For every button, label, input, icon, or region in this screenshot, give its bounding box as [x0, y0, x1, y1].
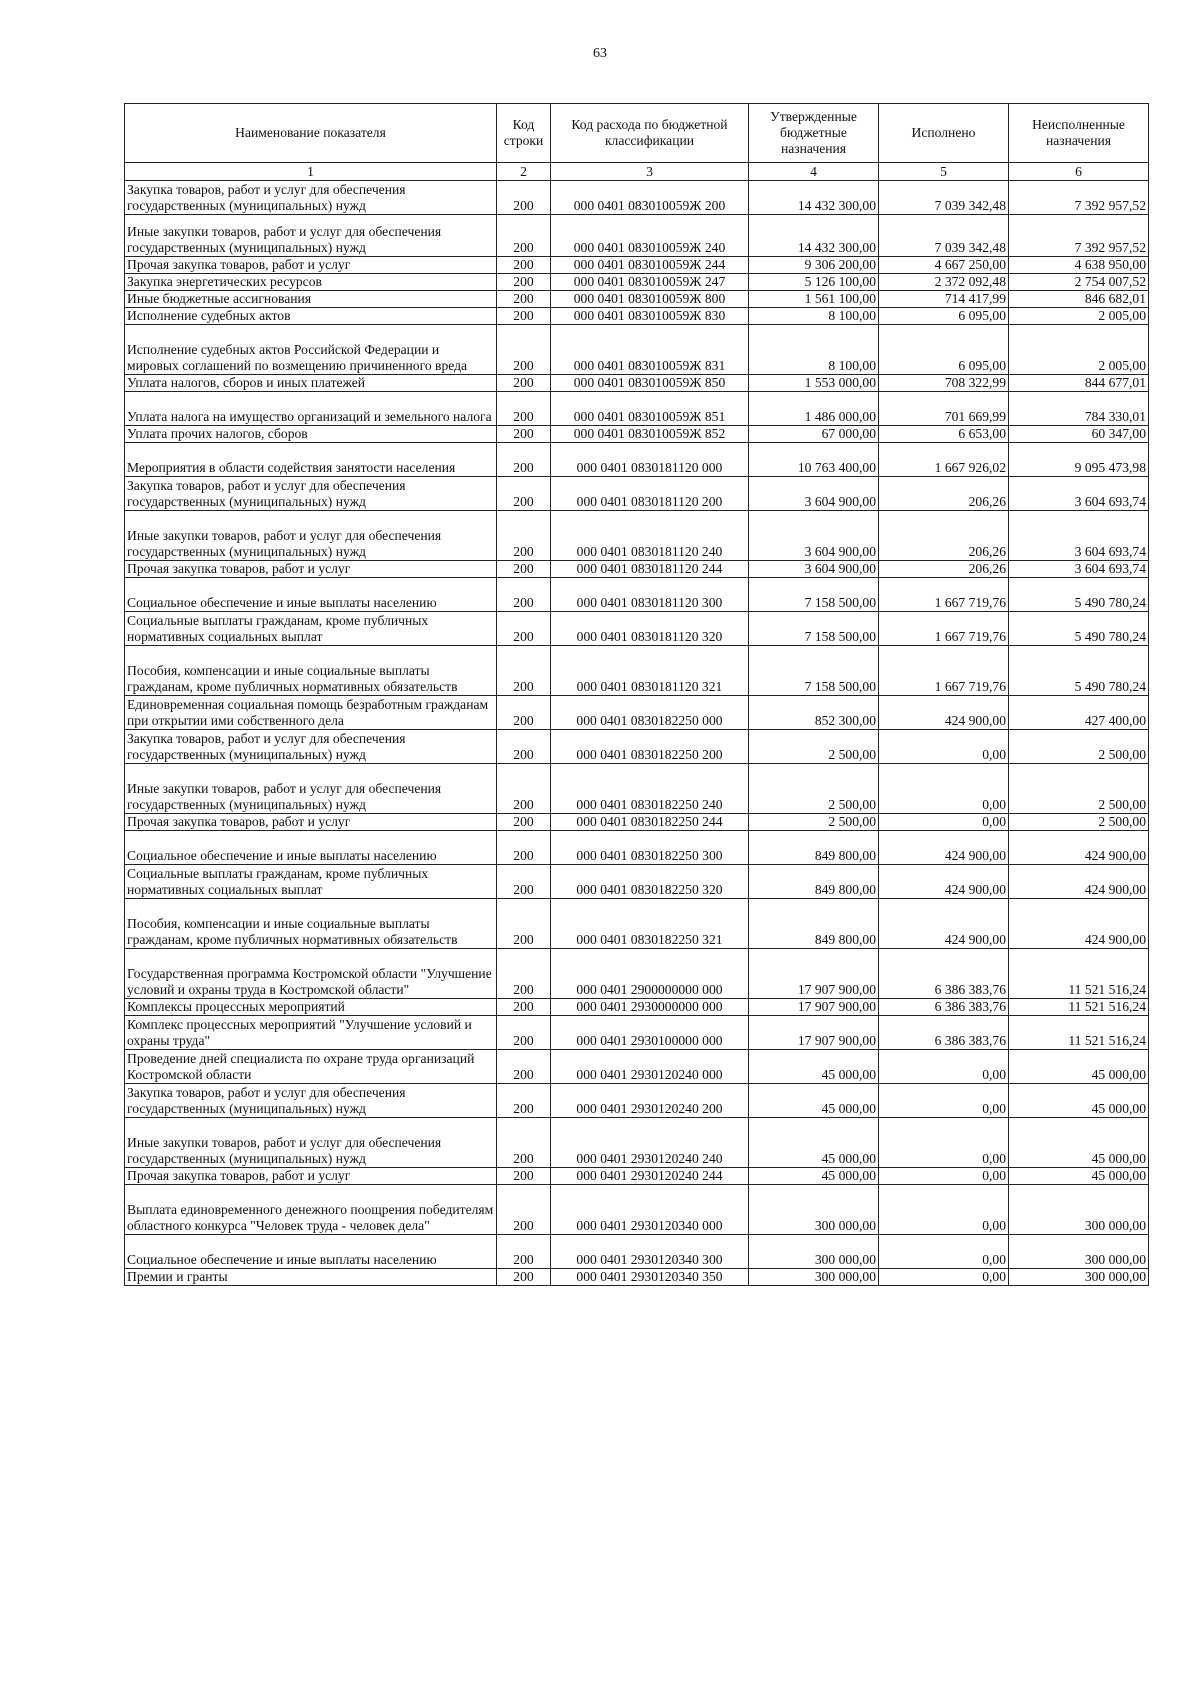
row-unexecuted-cell: 784 330,01 [1009, 392, 1149, 426]
row-line-code-cell: 200 [497, 764, 551, 814]
row-line-code-cell: 200 [497, 949, 551, 999]
row-approved-cell: 849 800,00 [749, 831, 879, 865]
row-unexecuted-cell: 5 490 780,24 [1009, 612, 1149, 646]
row-approved-cell: 7 158 500,00 [749, 612, 879, 646]
row-line-code-cell: 200 [497, 291, 551, 308]
row-executed-cell: 424 900,00 [879, 899, 1009, 949]
row-name-cell: Единовременная социальная помощь безработным гражданам при открытии ими собственного дела [125, 696, 497, 730]
column-number: 5 [879, 163, 1009, 181]
budget-execution-table [124, 103, 1149, 1286]
row-unexecuted-cell: 60 347,00 [1009, 426, 1149, 443]
table-row [125, 1016, 1149, 1050]
row-line-code-cell: 200 [497, 865, 551, 899]
row-name-cell: Закупка товаров, работ и услуг для обеспечения государственных (муниципальных) нужд [125, 181, 497, 215]
table-row [125, 1185, 1149, 1235]
row-expense-code-cell: 000 0401 2930120240 244 [551, 1168, 749, 1185]
row-unexecuted-cell: 846 682,01 [1009, 291, 1149, 308]
row-executed-cell: 424 900,00 [879, 865, 1009, 899]
row-line-code-cell: 200 [497, 814, 551, 831]
row-executed-cell: 6 386 383,76 [879, 999, 1009, 1016]
row-executed-cell: 0,00 [879, 1084, 1009, 1118]
header-line-code: Код строки [497, 104, 551, 163]
row-line-code-cell: 200 [497, 375, 551, 392]
row-line-code-cell: 200 [497, 646, 551, 696]
row-approved-cell: 8 100,00 [749, 325, 879, 375]
table-row [125, 477, 1149, 511]
row-name-cell: Социальное обеспечение и иные выплаты населению [125, 578, 497, 612]
row-executed-cell: 0,00 [879, 1118, 1009, 1168]
row-line-code-cell: 200 [497, 612, 551, 646]
table-row [125, 999, 1149, 1016]
row-name-cell: Уплата прочих налогов, сборов [125, 426, 497, 443]
row-name-cell: Закупка товаров, работ и услуг для обеспечения государственных (муниципальных) нужд [125, 477, 497, 511]
page-number: 63 [593, 46, 607, 61]
row-expense-code-cell: 000 0401 083010059Ж 240 [551, 215, 749, 257]
table-row [125, 325, 1149, 375]
row-line-code-cell: 200 [497, 831, 551, 865]
row-name-cell: Комплекс процессных мероприятий "Улучшение условий и охраны труда" [125, 1016, 497, 1050]
column-number-row [125, 163, 1149, 181]
table-row [125, 1050, 1149, 1084]
row-unexecuted-cell: 11 521 516,24 [1009, 1016, 1149, 1050]
row-unexecuted-cell: 844 677,01 [1009, 375, 1149, 392]
table-row [125, 1269, 1149, 1286]
row-line-code-cell: 200 [497, 1168, 551, 1185]
row-executed-cell: 206,26 [879, 477, 1009, 511]
column-number: 3 [551, 163, 749, 181]
row-expense-code-cell: 000 0401 0830182250 240 [551, 764, 749, 814]
row-unexecuted-cell: 45 000,00 [1009, 1118, 1149, 1168]
row-line-code-cell: 200 [497, 1084, 551, 1118]
row-approved-cell: 3 604 900,00 [749, 477, 879, 511]
row-unexecuted-cell: 424 900,00 [1009, 865, 1149, 899]
row-name-cell: Социальное обеспечение и иные выплаты населению [125, 831, 497, 865]
row-approved-cell: 17 907 900,00 [749, 1016, 879, 1050]
row-expense-code-cell: 000 0401 2930120340 300 [551, 1235, 749, 1269]
table-row [125, 308, 1149, 325]
row-line-code-cell: 200 [497, 730, 551, 764]
row-executed-cell: 708 322,99 [879, 375, 1009, 392]
row-approved-cell: 852 300,00 [749, 696, 879, 730]
row-approved-cell: 1 553 000,00 [749, 375, 879, 392]
table-row [125, 578, 1149, 612]
row-name-cell: Прочая закупка товаров, работ и услуг [125, 561, 497, 578]
row-name-cell: Пособия, компенсации и иные социальные выплаты гражданам, кроме публичных нормативных обязательств [125, 899, 497, 949]
row-executed-cell: 4 667 250,00 [879, 257, 1009, 274]
column-number: 2 [497, 163, 551, 181]
row-executed-cell: 206,26 [879, 561, 1009, 578]
table-row [125, 181, 1149, 215]
table-row [125, 831, 1149, 865]
row-line-code-cell: 200 [497, 443, 551, 477]
table-row [125, 291, 1149, 308]
header-executed: Исполнено [879, 104, 1009, 163]
row-expense-code-cell: 000 0401 2930000000 000 [551, 999, 749, 1016]
row-executed-cell: 0,00 [879, 1185, 1009, 1235]
row-approved-cell: 2 500,00 [749, 814, 879, 831]
row-unexecuted-cell: 2 500,00 [1009, 764, 1149, 814]
row-line-code-cell: 200 [497, 1235, 551, 1269]
row-name-cell: Прочая закупка товаров, работ и услуг [125, 257, 497, 274]
row-unexecuted-cell: 3 604 693,74 [1009, 511, 1149, 561]
row-line-code-cell: 200 [497, 511, 551, 561]
row-name-cell: Прочая закупка товаров, работ и услуг [125, 814, 497, 831]
row-unexecuted-cell: 2 500,00 [1009, 730, 1149, 764]
row-approved-cell: 300 000,00 [749, 1235, 879, 1269]
row-line-code-cell: 200 [497, 1050, 551, 1084]
row-name-cell: Выплата единовременного денежного поощрения победителям областного конкурса "Человек труда - человек дела" [125, 1185, 497, 1235]
row-approved-cell: 5 126 100,00 [749, 274, 879, 291]
row-expense-code-cell: 000 0401 083010059Ж 200 [551, 181, 749, 215]
table-row [125, 1084, 1149, 1118]
row-unexecuted-cell: 427 400,00 [1009, 696, 1149, 730]
row-approved-cell: 45 000,00 [749, 1084, 879, 1118]
header-indicator-name: Наименование показателя [125, 104, 497, 163]
row-executed-cell: 0,00 [879, 764, 1009, 814]
row-expense-code-cell: 000 0401 0830181120 321 [551, 646, 749, 696]
row-expense-code-cell: 000 0401 083010059Ж 851 [551, 392, 749, 426]
table-row [125, 1168, 1149, 1185]
row-line-code-cell: 200 [497, 325, 551, 375]
row-expense-code-cell: 000 0401 083010059Ж 830 [551, 308, 749, 325]
row-executed-cell: 7 039 342,48 [879, 215, 1009, 257]
row-unexecuted-cell: 2 005,00 [1009, 325, 1149, 375]
row-approved-cell: 3 604 900,00 [749, 561, 879, 578]
row-executed-cell: 0,00 [879, 1235, 1009, 1269]
row-approved-cell: 45 000,00 [749, 1050, 879, 1084]
row-executed-cell: 0,00 [879, 1269, 1009, 1286]
row-name-cell: Мероприятия в области содействия занятости населения [125, 443, 497, 477]
row-executed-cell: 6 095,00 [879, 308, 1009, 325]
row-executed-cell: 0,00 [879, 814, 1009, 831]
row-line-code-cell: 200 [497, 477, 551, 511]
row-executed-cell: 424 900,00 [879, 831, 1009, 865]
row-line-code-cell: 200 [497, 578, 551, 612]
row-executed-cell: 0,00 [879, 1168, 1009, 1185]
table-row [125, 949, 1149, 999]
row-approved-cell: 17 907 900,00 [749, 949, 879, 999]
row-name-cell: Социальные выплаты гражданам, кроме публичных нормативных социальных выплат [125, 865, 497, 899]
table-row [125, 1118, 1149, 1168]
row-line-code-cell: 200 [497, 1118, 551, 1168]
table-row [125, 612, 1149, 646]
row-line-code-cell: 200 [497, 1269, 551, 1286]
row-approved-cell: 300 000,00 [749, 1269, 879, 1286]
row-approved-cell: 14 432 300,00 [749, 181, 879, 215]
row-approved-cell: 1 486 000,00 [749, 392, 879, 426]
row-expense-code-cell: 000 0401 083010059Ж 247 [551, 274, 749, 291]
row-name-cell: Иные закупки товаров, работ и услуг для обеспечения государственных (муниципальных) нужд [125, 764, 497, 814]
table-row [125, 899, 1149, 949]
row-executed-cell: 6 095,00 [879, 325, 1009, 375]
row-unexecuted-cell: 300 000,00 [1009, 1235, 1149, 1269]
row-name-cell: Иные закупки товаров, работ и услуг для обеспечения государственных (муниципальных) нужд [125, 1118, 497, 1168]
row-line-code-cell: 200 [497, 308, 551, 325]
row-name-cell: Закупка товаров, работ и услуг для обеспечения государственных (муниципальных) нужд [125, 730, 497, 764]
header-expense-code: Код расхода по бюджетной классификации [551, 104, 749, 163]
table-row [125, 274, 1149, 291]
row-expense-code-cell: 000 0401 0830182250 300 [551, 831, 749, 865]
row-line-code-cell: 200 [497, 999, 551, 1016]
row-approved-cell: 67 000,00 [749, 426, 879, 443]
table-row [125, 392, 1149, 426]
row-approved-cell: 9 306 200,00 [749, 257, 879, 274]
column-number: 1 [125, 163, 497, 181]
row-name-cell: Уплата налогов, сборов и иных платежей [125, 375, 497, 392]
row-approved-cell: 3 604 900,00 [749, 511, 879, 561]
row-expense-code-cell: 000 0401 0830181120 240 [551, 511, 749, 561]
row-approved-cell: 10 763 400,00 [749, 443, 879, 477]
table-row [125, 1235, 1149, 1269]
row-line-code-cell: 200 [497, 392, 551, 426]
table-row [125, 865, 1149, 899]
row-expense-code-cell: 000 0401 083010059Ж 800 [551, 291, 749, 308]
row-expense-code-cell: 000 0401 2930120240 200 [551, 1084, 749, 1118]
row-unexecuted-cell: 45 000,00 [1009, 1168, 1149, 1185]
row-expense-code-cell: 000 0401 083010059Ж 244 [551, 257, 749, 274]
row-expense-code-cell: 000 0401 0830181120 000 [551, 443, 749, 477]
table-row [125, 426, 1149, 443]
row-name-cell: Комплексы процессных мероприятий [125, 999, 497, 1016]
row-unexecuted-cell: 424 900,00 [1009, 899, 1149, 949]
row-expense-code-cell: 000 0401 0830181120 244 [551, 561, 749, 578]
table-row [125, 375, 1149, 392]
row-expense-code-cell: 000 0401 2930120340 350 [551, 1269, 749, 1286]
row-executed-cell: 2 372 092,48 [879, 274, 1009, 291]
row-expense-code-cell: 000 0401 2900000000 000 [551, 949, 749, 999]
row-approved-cell: 7 158 500,00 [749, 578, 879, 612]
row-expense-code-cell: 000 0401 083010059Ж 852 [551, 426, 749, 443]
row-expense-code-cell: 000 0401 083010059Ж 850 [551, 375, 749, 392]
row-unexecuted-cell: 11 521 516,24 [1009, 949, 1149, 999]
table-row [125, 215, 1149, 257]
row-name-cell: Социальное обеспечение и иные выплаты населению [125, 1235, 497, 1269]
row-line-code-cell: 200 [497, 426, 551, 443]
row-unexecuted-cell: 5 490 780,24 [1009, 578, 1149, 612]
row-name-cell: Премии и гранты [125, 1269, 497, 1286]
row-executed-cell: 1 667 719,76 [879, 612, 1009, 646]
row-approved-cell: 849 800,00 [749, 899, 879, 949]
table-row [125, 511, 1149, 561]
row-line-code-cell: 200 [497, 561, 551, 578]
row-name-cell: Иные закупки товаров, работ и услуг для обеспечения государственных (муниципальных) нужд [125, 511, 497, 561]
row-expense-code-cell: 000 0401 2930120240 000 [551, 1050, 749, 1084]
row-executed-cell: 0,00 [879, 1050, 1009, 1084]
row-name-cell: Иные закупки товаров, работ и услуг для обеспечения государственных (муниципальных) нужд [125, 215, 497, 257]
row-line-code-cell: 200 [497, 1185, 551, 1235]
row-approved-cell: 849 800,00 [749, 865, 879, 899]
row-approved-cell: 7 158 500,00 [749, 646, 879, 696]
table-row [125, 764, 1149, 814]
row-approved-cell: 2 500,00 [749, 730, 879, 764]
row-unexecuted-cell: 11 521 516,24 [1009, 999, 1149, 1016]
row-executed-cell: 1 667 926,02 [879, 443, 1009, 477]
row-executed-cell: 6 653,00 [879, 426, 1009, 443]
row-unexecuted-cell: 3 604 693,74 [1009, 477, 1149, 511]
row-approved-cell: 14 432 300,00 [749, 215, 879, 257]
row-expense-code-cell: 000 0401 0830182250 200 [551, 730, 749, 764]
row-expense-code-cell: 000 0401 0830182250 244 [551, 814, 749, 831]
row-unexecuted-cell: 7 392 957,52 [1009, 181, 1149, 215]
row-name-cell: Иные бюджетные ассигнования [125, 291, 497, 308]
row-unexecuted-cell: 45 000,00 [1009, 1050, 1149, 1084]
row-approved-cell: 8 100,00 [749, 308, 879, 325]
row-approved-cell: 45 000,00 [749, 1168, 879, 1185]
row-name-cell: Проведение дней специалиста по охране труда организаций Костромской области [125, 1050, 497, 1084]
row-name-cell: Государственная программа Костромской области "Улучшение условий и охраны труда в Костромской области" [125, 949, 497, 999]
row-name-cell: Исполнение судебных актов [125, 308, 497, 325]
row-line-code-cell: 200 [497, 257, 551, 274]
row-expense-code-cell: 000 0401 0830181120 320 [551, 612, 749, 646]
row-executed-cell: 206,26 [879, 511, 1009, 561]
row-expense-code-cell: 000 0401 083010059Ж 831 [551, 325, 749, 375]
row-unexecuted-cell: 2 005,00 [1009, 308, 1149, 325]
row-line-code-cell: 200 [497, 1016, 551, 1050]
row-unexecuted-cell: 9 095 473,98 [1009, 443, 1149, 477]
row-unexecuted-cell: 2 500,00 [1009, 814, 1149, 831]
row-executed-cell: 7 039 342,48 [879, 181, 1009, 215]
table-row [125, 257, 1149, 274]
row-expense-code-cell: 000 0401 0830181120 300 [551, 578, 749, 612]
row-executed-cell: 1 667 719,76 [879, 578, 1009, 612]
row-name-cell: Социальные выплаты гражданам, кроме публичных нормативных социальных выплат [125, 612, 497, 646]
column-number: 6 [1009, 163, 1149, 181]
row-unexecuted-cell: 3 604 693,74 [1009, 561, 1149, 578]
column-number: 4 [749, 163, 879, 181]
table-row [125, 561, 1149, 578]
row-line-code-cell: 200 [497, 181, 551, 215]
row-unexecuted-cell: 4 638 950,00 [1009, 257, 1149, 274]
row-approved-cell: 45 000,00 [749, 1118, 879, 1168]
row-expense-code-cell: 000 0401 2930100000 000 [551, 1016, 749, 1050]
table-row [125, 443, 1149, 477]
row-executed-cell: 424 900,00 [879, 696, 1009, 730]
row-approved-cell: 1 561 100,00 [749, 291, 879, 308]
row-unexecuted-cell: 424 900,00 [1009, 831, 1149, 865]
row-unexecuted-cell: 300 000,00 [1009, 1269, 1149, 1286]
row-name-cell: Прочая закупка товаров, работ и услуг [125, 1168, 497, 1185]
table-row [125, 814, 1149, 831]
row-executed-cell: 6 386 383,76 [879, 1016, 1009, 1050]
table-row [125, 646, 1149, 696]
row-executed-cell: 701 669,99 [879, 392, 1009, 426]
row-unexecuted-cell: 7 392 957,52 [1009, 215, 1149, 257]
row-unexecuted-cell: 2 754 007,52 [1009, 274, 1149, 291]
row-line-code-cell: 200 [497, 215, 551, 257]
row-approved-cell: 2 500,00 [749, 764, 879, 814]
row-approved-cell: 17 907 900,00 [749, 999, 879, 1016]
header-approved: Утвержденные бюджетные назначения [749, 104, 879, 163]
row-expense-code-cell: 000 0401 0830182250 320 [551, 865, 749, 899]
row-line-code-cell: 200 [497, 696, 551, 730]
row-name-cell: Уплата налога на имущество организаций и земельного налога [125, 392, 497, 426]
row-expense-code-cell: 000 0401 2930120340 000 [551, 1185, 749, 1235]
row-line-code-cell: 200 [497, 274, 551, 291]
row-name-cell: Закупка энергетических ресурсов [125, 274, 497, 291]
row-unexecuted-cell: 5 490 780,24 [1009, 646, 1149, 696]
row-expense-code-cell: 000 0401 0830181120 200 [551, 477, 749, 511]
row-unexecuted-cell: 300 000,00 [1009, 1185, 1149, 1235]
row-name-cell: Пособия, компенсации и иные социальные выплаты гражданам, кроме публичных нормативных обязательств [125, 646, 497, 696]
table-body [125, 181, 1149, 1286]
row-executed-cell: 0,00 [879, 730, 1009, 764]
row-line-code-cell: 200 [497, 899, 551, 949]
table-row [125, 696, 1149, 730]
row-executed-cell: 6 386 383,76 [879, 949, 1009, 999]
row-executed-cell: 1 667 719,76 [879, 646, 1009, 696]
row-name-cell: Закупка товаров, работ и услуг для обеспечения государственных (муниципальных) нужд [125, 1084, 497, 1118]
row-expense-code-cell: 000 0401 0830182250 321 [551, 899, 749, 949]
row-expense-code-cell: 000 0401 0830182250 000 [551, 696, 749, 730]
row-executed-cell: 714 417,99 [879, 291, 1009, 308]
row-expense-code-cell: 000 0401 2930120240 240 [551, 1118, 749, 1168]
table-row [125, 730, 1149, 764]
row-unexecuted-cell: 45 000,00 [1009, 1084, 1149, 1118]
header-row [125, 104, 1149, 163]
row-approved-cell: 300 000,00 [749, 1185, 879, 1235]
row-name-cell: Исполнение судебных актов Российской Федерации и мировых соглашений по возмещению причиненного вреда [125, 325, 497, 375]
header-unexecuted: Неисполненные назначения [1009, 104, 1149, 163]
